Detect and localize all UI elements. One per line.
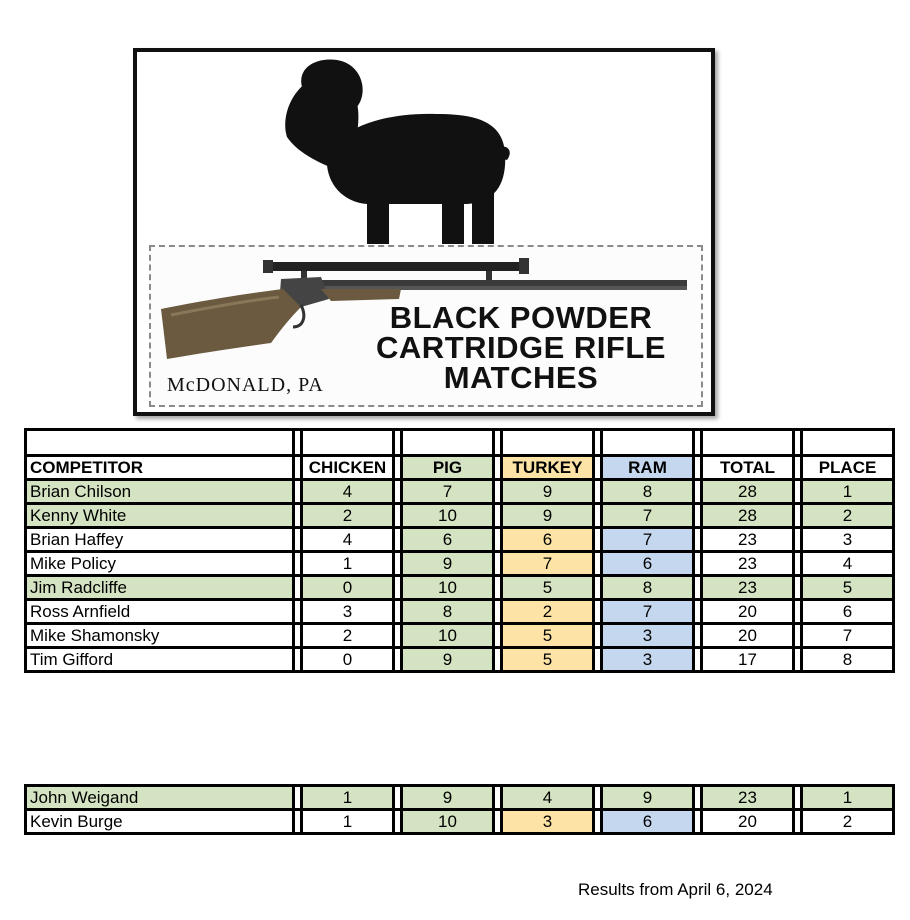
logo-location: McDONALD, PA <box>167 374 324 396</box>
competitor-name: Ross Arnfield <box>26 600 294 624</box>
total-score: 17 <box>702 648 794 672</box>
chicken-score: 1 <box>302 786 394 810</box>
logo-title-line-3: MATCHES <box>443 360 599 395</box>
total-score: 23 <box>702 528 794 552</box>
turkey-score: 2 <box>502 600 594 624</box>
chicken-score: 4 <box>302 528 394 552</box>
competitor-name: Brian Haffey <box>26 528 294 552</box>
place-score: 5 <box>802 576 894 600</box>
turkey-score: 3 <box>502 810 594 834</box>
place-score: 2 <box>802 504 894 528</box>
header-competitor: COMPETITOR <box>26 456 294 480</box>
ram-score: 3 <box>602 624 694 648</box>
competitor-name: John Weigand <box>26 786 294 810</box>
pig-score: 10 <box>402 624 494 648</box>
total-score: 28 <box>702 504 794 528</box>
chicken-score: 0 <box>302 576 394 600</box>
table-header-row <box>26 456 894 480</box>
total-score: 23 <box>702 786 794 810</box>
logo-title-line-2: CARTRIDGE RIFLE <box>376 330 666 365</box>
secondary-results-table <box>24 784 895 835</box>
header-total: TOTAL <box>702 456 794 480</box>
turkey-score: 9 <box>502 504 594 528</box>
turkey-score: 7 <box>502 552 594 576</box>
place-score: 1 <box>802 786 894 810</box>
turkey-score: 5 <box>502 576 594 600</box>
pig-score: 10 <box>402 576 494 600</box>
table-row <box>26 624 894 648</box>
turkey-score: 6 <box>502 528 594 552</box>
competitor-name: Mike Policy <box>26 552 294 576</box>
ram-score: 9 <box>602 786 694 810</box>
chicken-score: 1 <box>302 552 394 576</box>
place-score: 8 <box>802 648 894 672</box>
header-ram: RAM <box>602 456 694 480</box>
table-spacer-row <box>26 430 894 456</box>
total-score: 23 <box>702 552 794 576</box>
turkey-score: 5 <box>502 624 594 648</box>
logo-title-line-1: BLACK POWDER <box>389 300 653 335</box>
chicken-score: 2 <box>302 504 394 528</box>
chicken-score: 4 <box>302 480 394 504</box>
results-table <box>24 428 895 673</box>
table-row <box>26 810 894 834</box>
table-row <box>26 528 894 552</box>
ram-score: 6 <box>602 552 694 576</box>
total-score: 20 <box>702 600 794 624</box>
header-chicken: CHICKEN <box>302 456 394 480</box>
header-pig: PIG <box>402 456 494 480</box>
table-row <box>26 600 894 624</box>
ram-score: 6 <box>602 810 694 834</box>
table-row <box>26 786 894 810</box>
results-date-footnote: Results from April 6, 2024 <box>578 880 773 899</box>
pig-score: 6 <box>402 528 494 552</box>
pig-score: 10 <box>402 810 494 834</box>
competitor-name: Jim Radcliffe <box>26 576 294 600</box>
place-score: 7 <box>802 624 894 648</box>
table-row <box>26 648 894 672</box>
ram-score: 8 <box>602 576 694 600</box>
total-score: 28 <box>702 480 794 504</box>
turkey-score: 9 <box>502 480 594 504</box>
place-score: 3 <box>802 528 894 552</box>
competitor-name: Mike Shamonsky <box>26 624 294 648</box>
pig-score: 9 <box>402 786 494 810</box>
total-score: 20 <box>702 624 794 648</box>
header-turkey: TURKEY <box>502 456 594 480</box>
table-row <box>26 552 894 576</box>
ram-score: 7 <box>602 528 694 552</box>
total-score: 20 <box>702 810 794 834</box>
ram-score: 8 <box>602 480 694 504</box>
chicken-score: 0 <box>302 648 394 672</box>
total-score: 23 <box>702 576 794 600</box>
ram-score: 3 <box>602 648 694 672</box>
turkey-score: 5 <box>502 648 594 672</box>
turkey-score: 4 <box>502 786 594 810</box>
place-score: 6 <box>802 600 894 624</box>
match-logo <box>133 48 715 416</box>
table-row <box>26 480 894 504</box>
chicken-score: 3 <box>302 600 394 624</box>
competitor-name: Kenny White <box>26 504 294 528</box>
competitor-name: Brian Chilson <box>26 480 294 504</box>
competitor-name: Tim Gifford <box>26 648 294 672</box>
place-score: 4 <box>802 552 894 576</box>
chicken-score: 1 <box>302 810 394 834</box>
pig-score: 10 <box>402 504 494 528</box>
pig-score: 9 <box>402 648 494 672</box>
ram-score: 7 <box>602 504 694 528</box>
table-row <box>26 504 894 528</box>
place-score: 2 <box>802 810 894 834</box>
pig-score: 9 <box>402 552 494 576</box>
pig-score: 8 <box>402 600 494 624</box>
table-row <box>26 576 894 600</box>
header-place: PLACE <box>802 456 894 480</box>
chicken-score: 2 <box>302 624 394 648</box>
competitor-name: Kevin Burge <box>26 810 294 834</box>
place-score: 1 <box>802 480 894 504</box>
ram-score: 7 <box>602 600 694 624</box>
pig-score: 7 <box>402 480 494 504</box>
